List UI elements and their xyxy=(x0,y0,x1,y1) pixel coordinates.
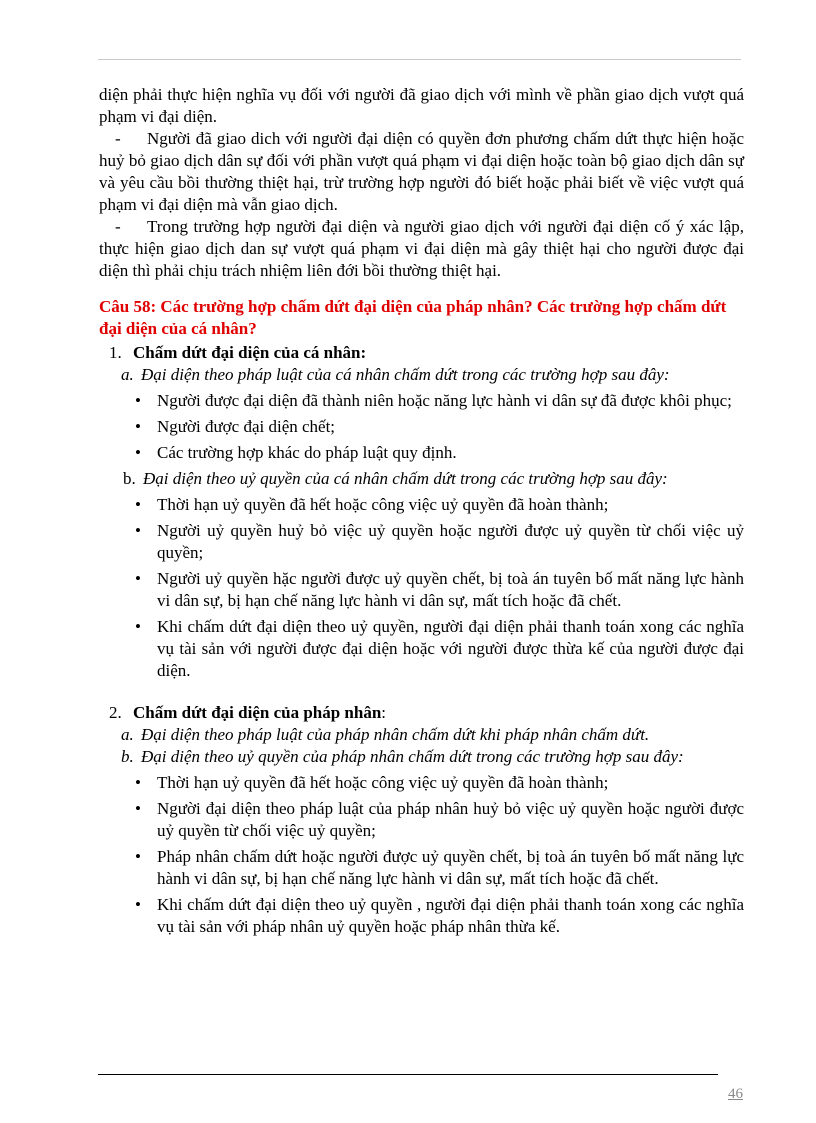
subsection-a xyxy=(99,364,744,386)
footer-rule xyxy=(98,1074,718,1075)
section-number: 1. xyxy=(109,343,122,362)
list-item-text: Các trường hợp khác do pháp luật quy định. xyxy=(157,443,457,462)
bullet-icon: • xyxy=(135,391,141,410)
list-item xyxy=(99,416,744,438)
list-item xyxy=(99,772,744,794)
bullet-icon: • xyxy=(135,521,141,540)
bullet-icon: • xyxy=(135,417,141,436)
bullet-icon: • xyxy=(135,847,141,866)
section-heading xyxy=(99,342,744,364)
subsection-label: a. xyxy=(121,725,134,744)
dash-marker: - xyxy=(115,129,121,148)
list-item-text: Thời hạn uỷ quyền đã hết hoặc công việc uỷ quyền đã hoàn thành; xyxy=(157,495,609,514)
subsection-a xyxy=(99,724,744,746)
bullet-icon: • xyxy=(135,617,141,636)
section-number: 2. xyxy=(109,703,122,722)
dash-paragraph xyxy=(99,128,744,216)
section-title: Chấm dứt đại diện của pháp nhân xyxy=(133,703,382,722)
document-body xyxy=(99,84,744,938)
subsection-text: Đại diện theo pháp luật của cá nhân chấm dứt trong các trường hợp sau đây: xyxy=(141,365,670,384)
list-item xyxy=(99,616,744,682)
subsection-label: b. xyxy=(123,469,136,488)
bullet-icon: • xyxy=(135,799,141,818)
list-item-text: Người được đại diện đã thành niên hoặc năng lực hành vi dân sự đã được khôi phục; xyxy=(157,391,732,410)
subsection-text: Đại diện theo uỷ quyền của cá nhân chấm dứt trong các trường hợp sau đây: xyxy=(143,469,668,488)
subsection-text: Đại diện theo pháp luật của pháp nhân chấm dứt khi pháp nhân chấm dứt. xyxy=(141,725,650,744)
paragraph-continuation: diện phải thực hiện nghĩa vụ đối với người đã giao dịch với mình về phần giao dịch vượt quá phạm vi đại diện. xyxy=(99,85,744,126)
list-item xyxy=(99,568,744,612)
list-item xyxy=(99,846,744,890)
bullet-icon: • xyxy=(135,495,141,514)
subsection-b xyxy=(99,468,744,490)
list-item xyxy=(99,894,744,938)
question-number: Câu 58 xyxy=(99,297,151,316)
list-item-text: Người được đại diện chết; xyxy=(157,417,336,436)
list-item xyxy=(99,390,744,412)
list-item-text: Pháp nhân chấm dứt hoặc người được uỷ quyền chết, bị toà án tuyên bố mất năng lực hành vi dân sự, bị hạn chế năng lực hành vi dân sự, mất tích hoặc đã chết. xyxy=(157,847,744,888)
header-rule xyxy=(98,59,741,60)
page-number: 46 xyxy=(728,1086,743,1102)
list-item xyxy=(99,798,744,842)
bullet-list xyxy=(99,494,744,682)
bullet-icon: • xyxy=(135,895,141,914)
list-item xyxy=(99,494,744,516)
bullet-list xyxy=(99,772,744,938)
paragraph-text: Trong trường hợp người đại diện và người giao dịch với người đại diện cố ý xác lập, thực hiện giao dịch dan sự vượt quá phạm vi đại diện mà gây thiệt hại cho người được đại diện thì phải chịu trách nhiệm liên đới bồi thường thiệt hại. xyxy=(99,217,744,280)
list-item-text: Người uỷ quyền hặc người được uỷ quyền chết, bị toà án tuyên bố mất năng lực hành vi dân sự, bị hạn chế năng lực hành vi dân sự, mất tích hoặc đã chết. xyxy=(157,569,744,610)
list-item xyxy=(99,442,744,464)
bullet-icon: • xyxy=(135,773,141,792)
bullet-icon: • xyxy=(135,569,141,588)
section-title-suffix: : xyxy=(381,703,387,722)
section-heading xyxy=(99,702,744,724)
subsection-b xyxy=(99,746,744,768)
list-item xyxy=(99,520,744,564)
list-item-text: Khi chấm dứt đại diện theo uỷ quyền , người đại diện phải thanh toán xong các nghĩa vụ tài sản với pháp nhân uỷ quyền hoặc pháp nhân thừa kế. xyxy=(157,895,744,936)
bullet-list xyxy=(99,390,744,464)
section-title: Chấm dứt đại diện của cá nhân: xyxy=(133,343,367,362)
question-heading xyxy=(99,296,744,340)
spacer xyxy=(99,682,744,700)
list-item-text: Người đại diện theo pháp luật của pháp nhân huỷ bỏ việc uỷ quyền hoặc người được uỷ quyền từ chối việc uỷ quyền; xyxy=(157,799,744,840)
list-item-text: Khi chấm dứt đại diện theo uỷ quyền, người đại diện phải thanh toán xong các nghĩa vụ tài sản với người được đại diện hoặc với người được thừa kế của người được đại diện. xyxy=(157,617,744,680)
list-item-text: Người uỷ quyền huỷ bỏ việc uỷ quyền hoặc người được uỷ quyền từ chối việc uỷ quyền; xyxy=(157,521,744,562)
dash-paragraph xyxy=(99,216,744,282)
bullet-icon: • xyxy=(135,443,141,462)
list-item-text: Thời hạn uỷ quyền đã hết hoặc công việc uỷ quyền đã hoàn thành; xyxy=(157,773,609,792)
dash-marker: - xyxy=(115,217,121,236)
paragraph-text: Người đã giao dich với người đại diện có quyền đơn phương chấm dứt thực hiện hoặc huỷ bỏ giao dịch dân sự đối với phần vượt quá phạm vi đại diện hoặc toàn bộ giao dịch dân sự và yêu cầu bồi thường thiệt hại, trừ trường hợp người đó biết hoặc phải biết về việc vượt quá phạm vi đại diện mà vẫn giao dịch. xyxy=(99,129,744,214)
subsection-text: Đại diện theo uỷ quyền của pháp nhân chấm dứt trong các trường hợp sau đây: xyxy=(141,747,684,766)
subsection-label: b. xyxy=(121,747,134,766)
question-text: : Các trường hợp chấm dứt đại diện của pháp nhân? Các trường hợp chấm dứt đại diện của cá nhân? xyxy=(99,297,727,338)
subsection-label: a. xyxy=(121,365,134,384)
